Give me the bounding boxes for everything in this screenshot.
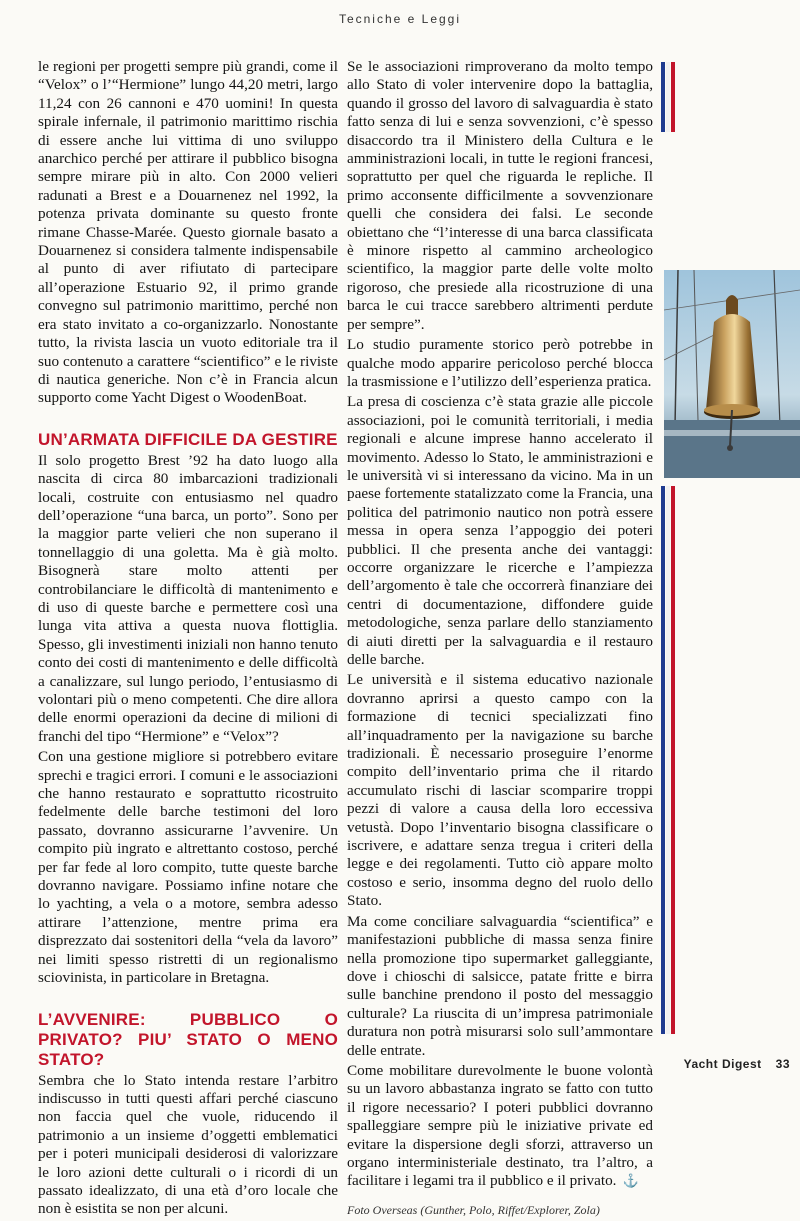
section-heading: UN’ARMATA DIFFICILE DA GESTIRE (38, 429, 338, 449)
paragraph: Le università e il sistema educativo nazionale dovranno aprirsi a questo campo con la formazione di tecnici specializzati fino all’inquadramento per la navigazione su barche tradizionali. È necessario proseguire l’enorme compito dell’inventario prima che il ritardo accumulato rischi di lasciar scomparire troppi pezzi di valore a causa della loro eccessiva vetustà. Dopo l’inventario bisogna classificare o iscrivere, e adattare senza tregua i criteri della legge e dei regolamenti. Tutto ciò appare molto costoso e serio, insomma degno del ruolo dello Stato. (347, 671, 653, 910)
section-heading: L’AVVENIRE: PUBBLICO O PRIVATO? PIU’ STATO O MENO STATO? (38, 1009, 338, 1069)
photo-credit: Foto Overseas (Gunther, Polo, Riffet/Explorer, Zola) (347, 1202, 600, 1217)
paragraph (347, 1062, 653, 1191)
paragraph: La presa di coscienza c’è stata grazie alle piccole associazioni, poi le comunità territoriali, i media regionali e alcune imprese hanno accelerato il movimento. Adesso lo Stato, le amministrazioni e le università vi si interessano da vicino. Ma in un paese fortemente statalizzato come la Francia, una politica del patrimonio nautico non potrà essere messa in opera senza l’appoggio dei poteri pubblici. Il che presenta anche dei vantaggi: occorre organizzare le ricerche e l’ampiezza dell’argomento è tale che occorrerà finanziare dei centri di documentazione, diffondere guide metodologiche, senza parlare dello stanziamento di aiuti diretti per la salvaguardia e il restauro delle barche. (347, 393, 653, 668)
paragraph: Con una gestione migliore si potrebbero evitare sprechi e tragici errori. I comuni e le associazioni che hanno restaurato e soprattutto ricostruito fedelmente delle barche testimoni del loro passato, dovranno assicurarne l’avvenire. Un compito più ingrato e altrettanto costoso, perché per far fede al loro compito, tutte queste barche dovranno navigare. Possiamo infine notare che lo yachting, a vela o a motore, sembra adesso attirare l’attenzione, mentre prima era disprezzato dai sostenitori della “vela da lavoro” nei limiti spesso ristretti di un regionalismo sciovinista, in particolare in Bretagna. (38, 748, 338, 987)
running-header: Tecniche e Leggi (338, 12, 462, 26)
paragraph: Ma come conciliare salvaguardia “scientifica” e manifestazioni pubbliche di massa senza finire nella promozione tipo supermarket galleggiante, dove i chioschi di salsicce, patate fritte e birra sulle banchine prendono il posto del messaggio culturale? La riuscita di un’impresa patrimoniale duratura non potrà misurarsi solo sull’ammontare delle entrate. (347, 912, 653, 1059)
stripe-white (666, 486, 670, 1034)
anchor-icon: ⚓ (622, 1173, 639, 1189)
paragraph-text: Come mobilitare durevolmente le buone volontà su un lavoro abbastanza ingrato se fatto con tutto il rigore necessario? I poteri pubblici dovranno spalleggiare sempre più le iniziative private ed evitare la dispersione degli sforzi, attraverso un organo interministeriale destinato, tra l’altro, a facilitare i legami tra il pubblico e il privato. (347, 1061, 653, 1190)
paragraph: Sembra che lo Stato intenda restare l’arbitro indiscusso in tutti questi affari perché ciascuno non faccia quel che vuole, riducendo il patrimonio a un insieme d’oggetti emblematici per i poteri municipali desiderosi di valorizzare le loro azioni dette culturali o i ricordi di un passato idealizzato, di una età d’oro locale che non è esistita se non per alcuni. (38, 1071, 338, 1218)
stripe-red (671, 486, 675, 1034)
page-number: 33 (775, 1057, 790, 1071)
stripe-white (666, 62, 670, 132)
stripe-red (671, 62, 675, 132)
paragraph: Lo studio puramente storico però potrebbe in qualche modo apparire pericoloso perché blocca la trasmissione e l’utilizzo dell’esperienza pratica. (347, 336, 653, 390)
left-column (38, 58, 338, 1221)
page-footer (684, 1057, 790, 1071)
magazine-name: Yacht Digest (683, 1057, 762, 1071)
bell-illustration (664, 270, 800, 478)
ship-bell-photo (664, 270, 800, 478)
paragraph: Se le associazioni rimproverano da molto tempo allo Stato di voler intervenire dopo la battaglia, quando il grosso del lavoro di salvaguardia è stato fatto senza di lui e senza sovvenzioni, c’è spesso disaccordo tra il Ministero della Cultura e le amministrazioni locali, in tutte le regioni francesi, soprattutto per quel che riguarda le repliche. Il primo acconsente difficilmente a sovvenzionare quelli che considera dei falsi. Le seconde obiettano che “l’interesse di una barca classificata è minore rispetto al cammino archeologico scientifico, la maggior parte delle volte molto rigoroso, che presiede alla ricostruzione di una barca le cui tracce sarebbero altrimenti perdute per sempre”. (347, 58, 653, 333)
paragraph: le regioni per progetti sempre più grandi, come il “Velox” o l’“Hermione” lungo 44,20 metri, largo 11,24 con 26 cannoni e 470 uomini! In questa spirale infernale, il patrimonio marittimo rischia di essere anche lui vittima di uno sviluppo anarchico perché per attirare il pubblico bisogna sempre mirare più in alto. Con 2000 velieri radunati a Brest e a Douarnenez nel 1992, la potenza privata dominante su questo fronte rimane Chasse-Marée. Questo giornale basato a Douarnenez si considera talmente indispensabile al punto di aver rifiutato di partecipare all’operazione Estuario 92, il primo grande convegno sul patrimonio marittimo, perché non era stato invitato a co-organizzarlo. Nonostante tutto, la rivista lascia un vuoto editoriale tra il suo contenuto a carattere “scientifico” e le riviste di nautica generiche. Non c’è in Francia alcun supporto come Yacht Digest o WoodenBoat. (38, 58, 338, 407)
stripe-blue (661, 62, 665, 132)
right-column (347, 58, 653, 1219)
paragraph: Il solo progetto Brest ’92 ha dato luogo alla nascita di circa 80 imbarcazioni tradizionali locali, costruite con entusiasmo nel quadro dell’operazione “una barca, un porto”. Sono per la maggior parte velieri che non superano il tonnellaggio di una goletta. Ma è già molto. Bisognerà stare molto attenti per controbilanciare le difficoltà di mantenimento e di uso di queste barche e permettere così una lunga vita attiva a questa nuova flottiglia. Spesso, gli investimenti iniziali non hanno tenuto conto dei costi di mantenimento e delle difficoltà a canalizzare, sul lungo periodo, l’entusiasmo di volontari più o meno competenti. Che dire allora delle enormi operazioni da decine di milioni di franchi del tipo “Hermione” e “Velox”? (38, 451, 338, 745)
stripe-blue (661, 486, 665, 1034)
